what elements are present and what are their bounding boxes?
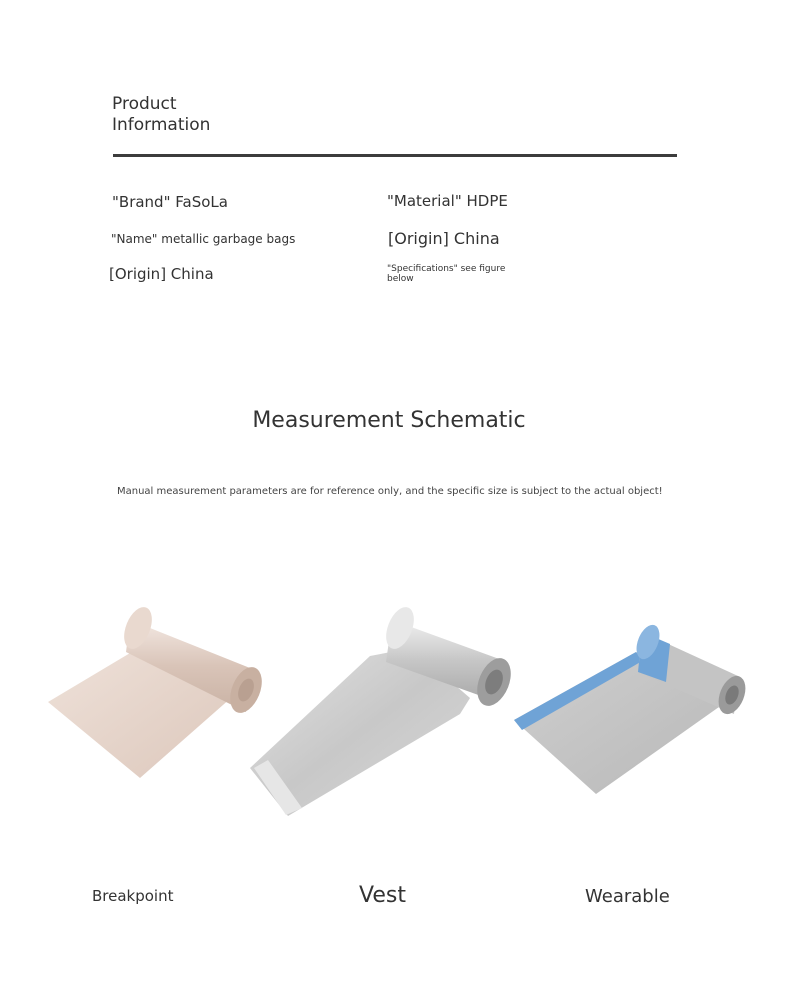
spec-brand: "Brand" FaSoLa <box>112 193 228 211</box>
vest-roll-image <box>250 603 517 816</box>
caption-breakpoint: Breakpoint <box>92 887 174 905</box>
spec-origin-left: [Origin] China <box>109 265 214 283</box>
caption-vest: Vest <box>359 883 406 908</box>
spec-material: "Material" HDPE <box>387 192 508 210</box>
measurement-schematic-title: Measurement Schematic <box>252 408 526 433</box>
spec-name: "Name" metallic garbage bags <box>111 232 296 246</box>
product-photos <box>40 590 760 830</box>
product-information-title: Product Information <box>112 94 211 135</box>
measurement-note: Manual measurement parameters are for reference only, and the specific size is subject to the actual object! <box>117 486 663 497</box>
wearable-roll-image <box>514 622 751 794</box>
breakpoint-roll-image <box>48 603 268 778</box>
caption-wearable: Wearable <box>585 886 670 907</box>
spec-origin-right: [Origin] China <box>388 229 500 248</box>
section-divider <box>113 154 677 157</box>
spec-specifications: "Specifications" see figure below <box>387 264 506 284</box>
